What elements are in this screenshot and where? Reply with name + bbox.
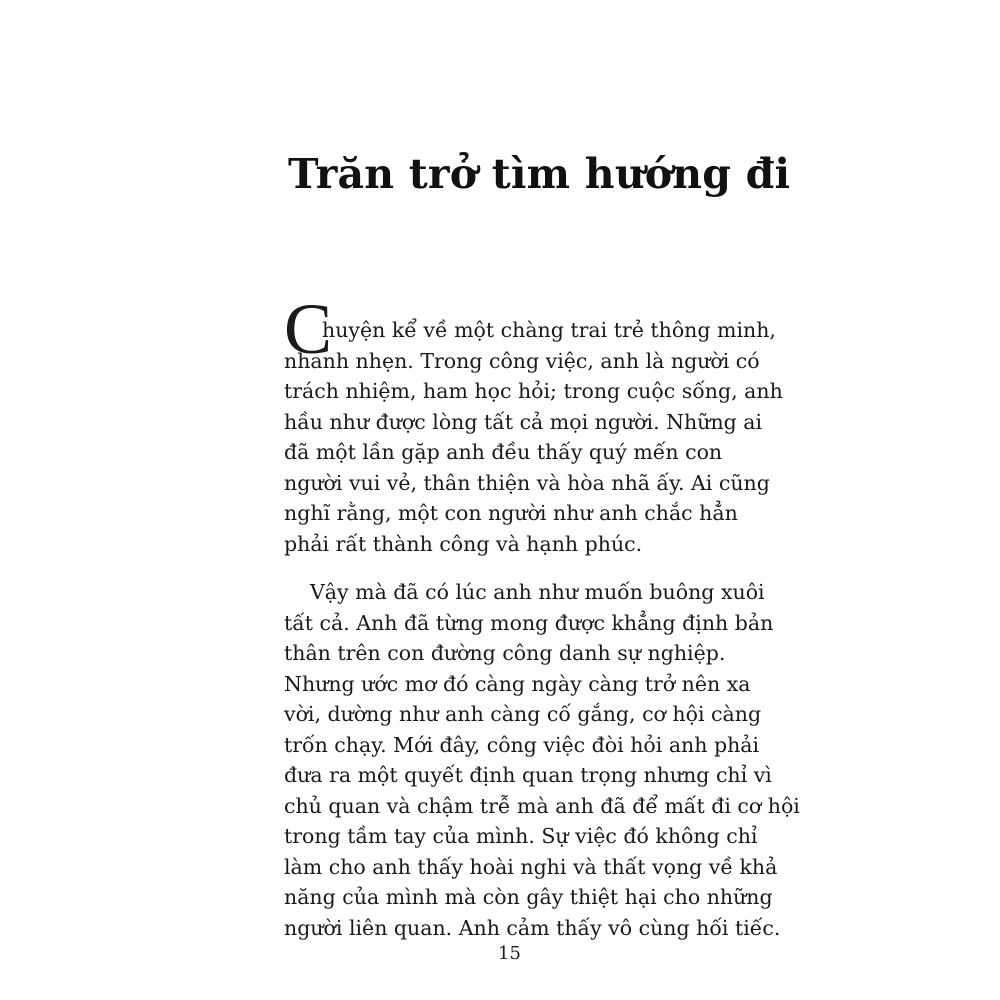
paragraph-1-line: nhanh nhẹn. Trong công việc, anh là người có [284, 348, 760, 373]
paragraph-2-line: trốn chạy. Mới đây, công việc đòi hỏi anh phải [284, 732, 760, 757]
paragraph-2-line: làm cho anh thấy hoài nghi và thất vọng về khả [284, 854, 778, 879]
paragraph-1-line: phải rất thành công và hạnh phúc. [284, 531, 643, 556]
paragraph-spacer [284, 559, 744, 577]
chapter-title: Trăn trở tìm hướng đi [288, 150, 791, 198]
paragraph-2-line: Vậy mà đã có lúc anh như muốn buông xuôi [310, 580, 765, 604]
chapter-body [284, 289, 800, 943]
drop-cap: C [284, 289, 333, 369]
paragraph-1-line: đã một lần gặp anh đều thấy quý mến con [284, 440, 723, 464]
paragraph-1-line: người vui vẻ, thân thiện và hòa nhã ấy. Ai cũng [284, 470, 770, 495]
paragraph-2-line: năng của mình mà còn gây thiệt hại cho những [284, 885, 773, 909]
paragraph-2-line: thân trên con đường công danh sự nghiệp. [284, 641, 726, 665]
paragraph-1-line: trách nhiệm, ham học hỏi; trong cuộc sống, anh [284, 379, 783, 403]
paragraph-2 [284, 577, 800, 943]
paragraph-1-line: hầu như được lòng tất cả mọi người. Những ai [284, 409, 763, 434]
paragraph-1-line: nghĩ rằng, một con người như anh chắc hẳn [284, 501, 738, 525]
paragraph-2-line: đưa ra một quyết định quan trọng nhưng chỉ vì [284, 763, 772, 787]
paragraph-2-line: trong tầm tay của mình. Sự việc đó không chỉ [284, 824, 758, 848]
paragraph-1-line: huyện kể về một chàng trai trẻ thông minh, [322, 318, 776, 342]
paragraph-2-line: người liên quan. Anh cảm thấy vô cùng hối tiếc. [284, 915, 781, 940]
paragraph-2-line: tất cả. Anh đã từng mong được khẳng định bản [284, 610, 774, 635]
paragraph-2-line: Nhưng ước mơ đó càng ngày càng trở nên xa [284, 671, 751, 696]
paragraph-1 [284, 315, 783, 559]
paragraph-2-line: chủ quan và chậm trễ mà anh đã để mất đi cơ hội [284, 793, 800, 818]
paragraph-2-line: vời, dường như anh càng cố gắng, cơ hội càng [284, 702, 762, 726]
page-number: 15 [498, 943, 521, 964]
